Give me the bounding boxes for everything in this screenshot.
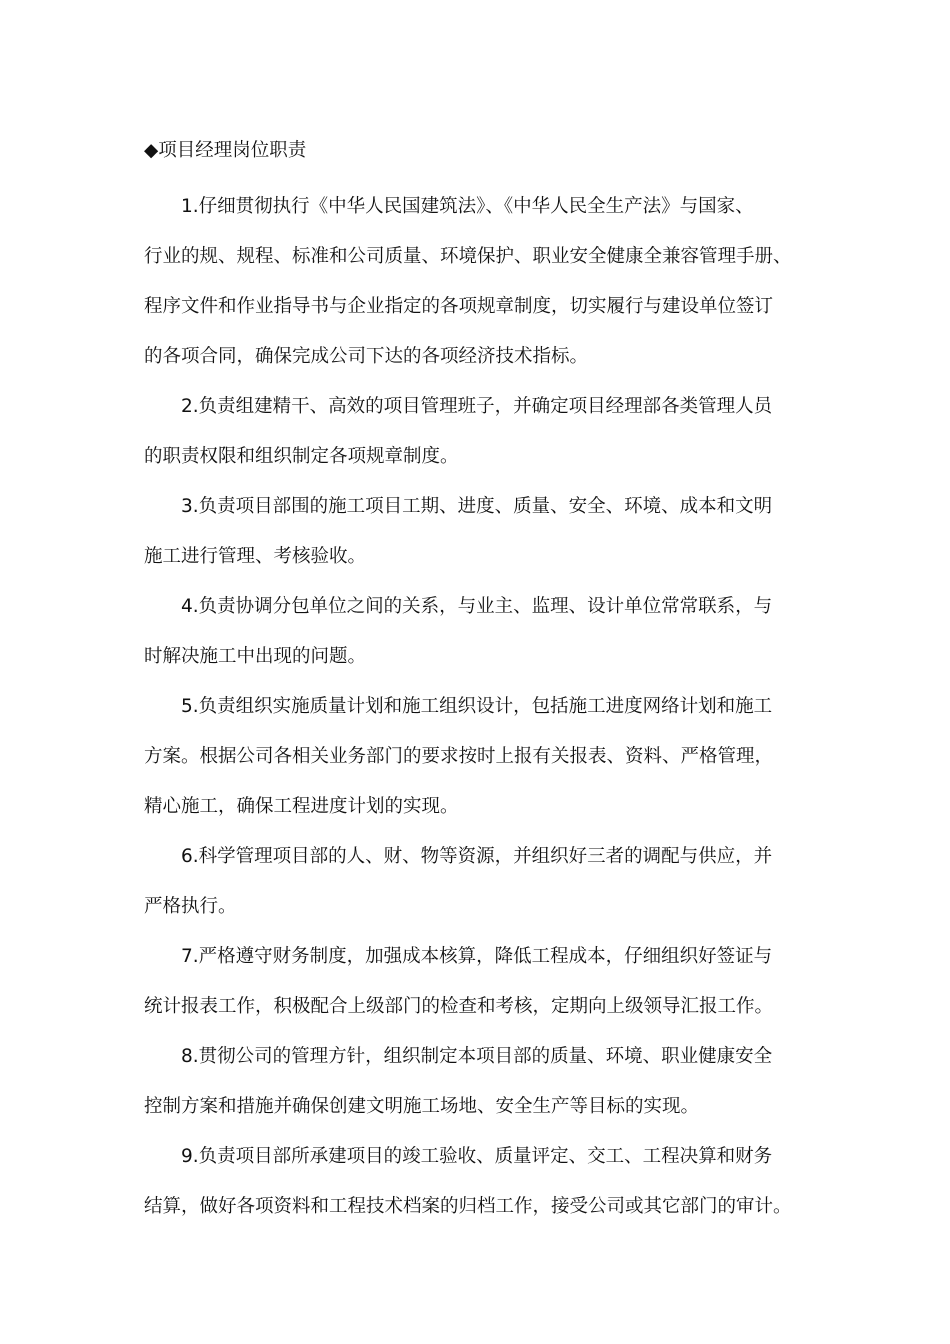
section-heading: ◆项目经理岗位职责 — [144, 140, 307, 161]
paragraph-line: 4.负责协调分包单位之间的关系，与业主、监理、设计单位常常联系，与 — [181, 596, 773, 617]
paragraph-line: 的职责权限和组织制定各项规章制度。 — [144, 446, 459, 467]
paragraph-line: 6.科学管理项目部的人、财、物等资源，并组织好三者的调配与供应，并 — [181, 846, 773, 867]
paragraph-3 — [144, 482, 814, 582]
paragraph-4 — [144, 582, 814, 682]
paragraph-8 — [144, 1032, 814, 1132]
paragraph-line: 程序文件和作业指导书与企业指定的各项规章制度，切实履行与建设单位签订 — [144, 296, 774, 317]
paragraph-9 — [144, 1132, 814, 1232]
paragraph-6 — [144, 832, 814, 932]
paragraph-line: 7.严格遵守财务制度，加强成本核算，降低工程成本，仔细组织好签证与 — [181, 946, 773, 967]
paragraph-line: 控制方案和措施并确保创建文明施工场地、安全生产等目标的实现。 — [144, 1096, 700, 1117]
paragraph-line: 施工进行管理、考核验收。 — [144, 546, 367, 567]
paragraph-line: 8.贯彻公司的管理方针，组织制定本项目部的质量、环境、职业健康安全 — [181, 1046, 773, 1067]
paragraph-line: 1.仔细贯彻执行《中华人民国建筑法》、《中华人民全生产法》与国家、 — [181, 196, 754, 217]
paragraph-line: 时解决施工中出现的问题。 — [144, 646, 367, 667]
paragraph-line: 9.负责项目部所承建项目的竣工验收、质量评定、交工、工程决算和财务 — [181, 1146, 773, 1167]
paragraph-line: 结算，做好各项资料和工程技术档案的归档工作，接受公司或其它部门的审计。 — [144, 1196, 792, 1217]
paragraph-line: 的各项合同，确保完成公司下达的各项经济技术指标。 — [144, 346, 589, 367]
paragraph-line: 统计报表工作，积极配合上级部门的检查和考核，定期向上级领导汇报工作。 — [144, 996, 774, 1017]
paragraph-line: 严格执行。 — [144, 896, 237, 917]
paragraph-line: 行业的规、规程、标准和公司质量、环境保护、职业安全健康全兼容管理手册、 — [144, 246, 792, 267]
paragraph-2 — [144, 382, 814, 482]
paragraph-line: 方案。根据公司各相关业务部门的要求按时上报有关报表、资料、严格管理， — [144, 746, 774, 767]
paragraph-line: 精心施工，确保工程进度计划的实现。 — [144, 796, 459, 817]
paragraph-5 — [144, 682, 814, 832]
paragraph-7 — [144, 932, 814, 1032]
paragraph-1 — [144, 182, 814, 382]
document-body — [144, 132, 814, 1232]
paragraph-line: 5.负责组织实施质量计划和施工组织设计，包括施工进度网络计划和施工 — [181, 696, 773, 717]
paragraph-line: 2.负责组建精干、高效的项目管理班子，并确定项目经理部各类管理人员 — [181, 396, 773, 417]
paragraph-line: 3.负责项目部围的施工项目工期、进度、质量、安全、环境、成本和文明 — [181, 496, 773, 517]
